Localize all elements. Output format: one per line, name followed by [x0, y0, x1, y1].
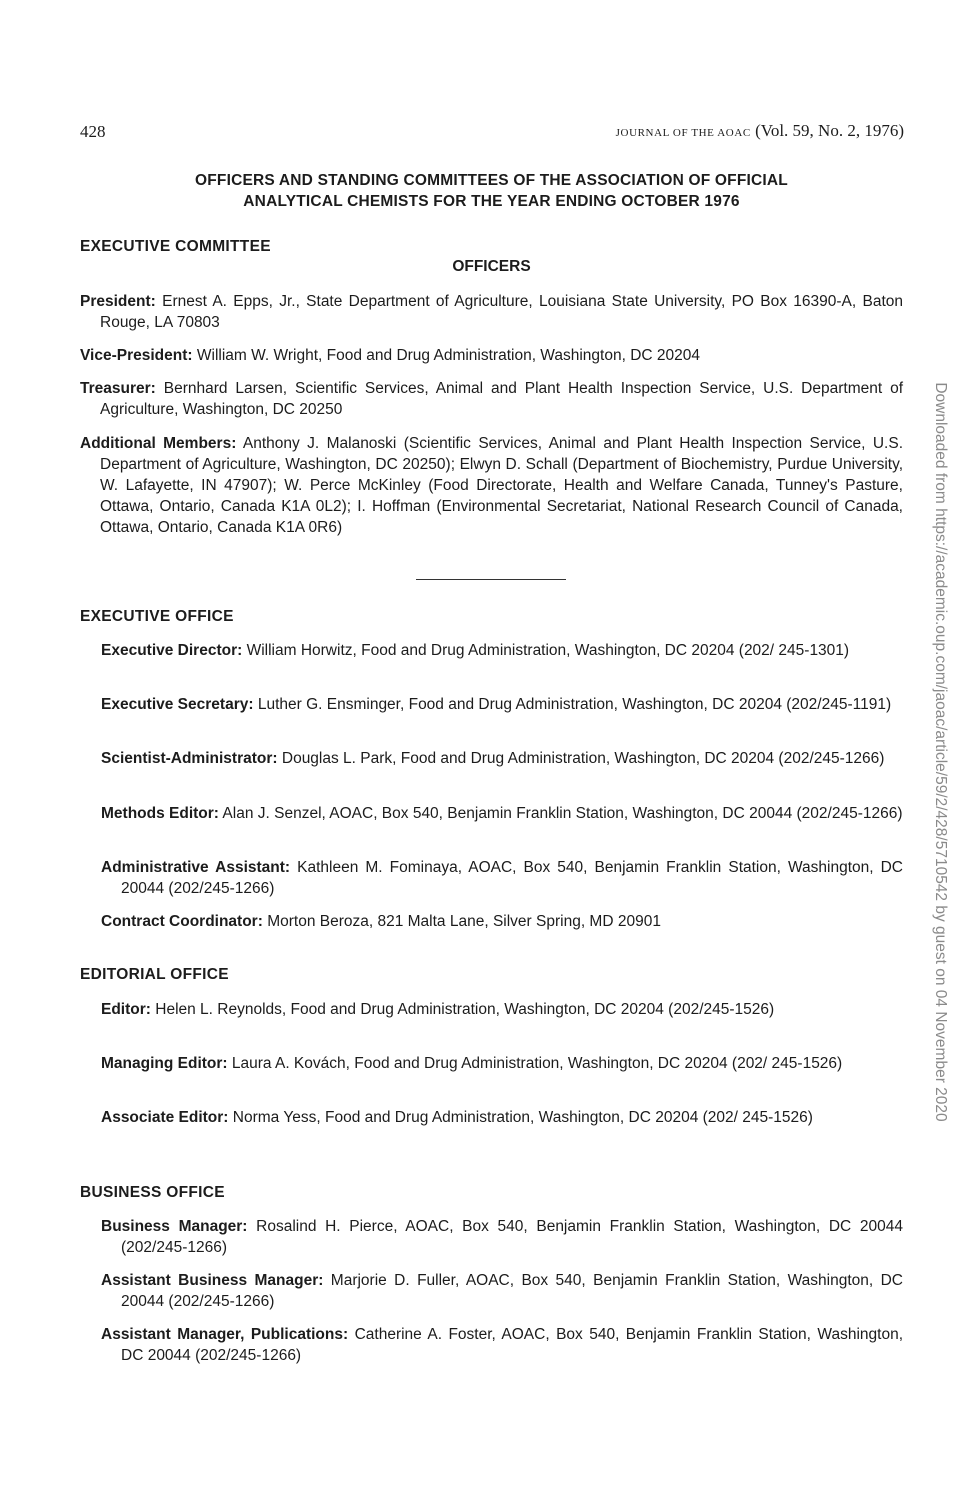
entry-text: Alan J. Senzel, AOAC, Box 540, Benjamin Franklin Station, Washington, DC 20044 (202/245-1266) — [222, 805, 903, 822]
entry-executive-secretary — [101, 694, 903, 715]
entry-label: Scientist-Administrator: — [101, 750, 278, 767]
title-line-2: ANALYTICAL CHEMISTS FOR THE YEAR ENDING OCTOBER 1976 — [243, 193, 740, 210]
entry-label: Managing Editor: — [101, 1055, 228, 1072]
entry-assistant-manager-publications — [101, 1324, 903, 1366]
entry-vice-president — [80, 345, 903, 366]
entry-label: Editor: — [101, 1001, 151, 1018]
entry-text: Laura A. Kovách, Food and Drug Administration, Washington, DC 20204 (202/ 245-1526) — [231, 1055, 843, 1072]
entry-administrative-assistant — [101, 857, 903, 899]
entry-label: Assistant Business Manager: — [101, 1272, 324, 1289]
entry-additional-members — [80, 433, 903, 538]
entry-text: William Horwitz, Food and Drug Administration, Washington, DC 20204 (202/ 245-1301) — [246, 642, 850, 659]
entry-label: Associate Editor: — [101, 1109, 229, 1126]
section-divider — [416, 579, 566, 580]
page-number: 428 — [80, 122, 106, 141]
entry-label: Administrative Assistant: — [101, 859, 291, 876]
entry-methods-editor — [101, 803, 903, 824]
entry-text: Luther G. Ensminger, Food and Drug Administration, Washington, DC 20204 (202/245-1191) — [257, 696, 892, 713]
entry-label: Business Manager: — [101, 1218, 248, 1235]
entry-label: Treasurer: — [80, 380, 156, 397]
entry-text: Douglas L. Park, Food and Drug Administration, Washington, DC 20204 (202/245-1266) — [281, 750, 885, 767]
entry-label: Contract Coordinator: — [101, 913, 263, 930]
journal-name: JOURNAL OF THE AOAC — [615, 127, 751, 139]
entry-treasurer — [80, 378, 903, 420]
entry-text: Rosalind H. Pierce, AOAC, Box 540, Benjamin Franklin Station, Washington, DC 20044 (202/245-1266) — [121, 1218, 903, 1256]
entry-label: Executive Secretary: — [101, 696, 254, 713]
officers-heading: OFFICERS — [452, 258, 531, 275]
journal-volume: (Vol. 59, No. 2, 1976) — [755, 121, 904, 140]
running-header — [616, 121, 904, 141]
page-title — [80, 170, 903, 212]
entry-president — [80, 291, 903, 333]
executive-office-heading: EXECUTIVE OFFICE — [80, 608, 234, 625]
entry-text: Ernest A. Epps, Jr., State Department of Agriculture, Louisiana State University, PO Box 16390-A, Baton Rouge, LA 70803 — [100, 293, 903, 331]
entry-text: Morton Beroza, 821 Malta Lane, Silver Spring, MD 20901 — [267, 913, 661, 930]
entry-business-manager — [101, 1216, 903, 1258]
entry-text: Kathleen M. Fominaya, AOAC, Box 540, Benjamin Franklin Station, Washington, DC 20044 (202/245-1266) — [121, 859, 903, 897]
entry-text: Anthony J. Malanoski (Scientific Services, Animal and Plant Health Inspection Service, U.S. Department of Agriculture, Washington, DC 20250); Elwyn D. Schall (Department of Biochemistry, Purdue University, W. Lafayette, IN 47907); W. Perce McKinley (Food Directorate, Health and Welfare Canada, Tunney's Pasture, Ottawa, Ontario, Canada K1A 0L2); I. Hoffman (Environmental Secretariat, National Research Council of Canada, Ottawa, Ontario, Canada K1A 0R6) — [100, 435, 904, 536]
entry-assistant-business-manager — [101, 1270, 903, 1312]
executive-committee-heading: EXECUTIVE COMMITTEE — [80, 238, 271, 255]
entry-executive-director — [101, 640, 903, 661]
entry-label: Additional Members: — [80, 435, 237, 452]
download-watermark: Downloaded from https://academic.oup.com/jaoac/article/59/2/428/5710542 by guest on 04 November 2020 — [932, 382, 949, 1122]
entry-contract-coordinator — [101, 911, 903, 932]
title-line-1: OFFICERS AND STANDING COMMITTEES OF THE ASSOCIATION OF OFFICIAL — [195, 172, 788, 189]
entry-text: Helen L. Reynolds, Food and Drug Administration, Washington, DC 20204 (202/245-1526) — [155, 1001, 775, 1018]
entry-managing-editor — [101, 1053, 903, 1074]
entry-label: Vice-President: — [80, 347, 193, 364]
entry-scientist-administrator — [101, 748, 903, 769]
entry-label: Executive Director: — [101, 642, 243, 659]
entry-text: Bernhard Larsen, Scientific Services, Animal and Plant Health Inspection Service, U.S. Department of Agriculture, Washington, DC 20250 — [100, 380, 903, 418]
entry-label: Assistant Manager, Publications: — [101, 1326, 349, 1343]
entry-label: Methods Editor: — [101, 805, 219, 822]
entry-label: President: — [80, 293, 156, 310]
entry-text: Norma Yess, Food and Drug Administration, Washington, DC 20204 (202/ 245-1526) — [232, 1109, 813, 1126]
entry-text: Catherine A. Foster, AOAC, Box 540, Benjamin Franklin Station, Washington, DC 20044 (202/245-1266) — [121, 1326, 903, 1364]
entry-text: William W. Wright, Food and Drug Administration, Washington, DC 20204 — [196, 347, 700, 364]
entry-editor — [101, 999, 903, 1020]
entry-text: Marjorie D. Fuller, AOAC, Box 540, Benjamin Franklin Station, Washington, DC 20044 (202/245-1266) — [121, 1272, 903, 1310]
business-office-heading: BUSINESS OFFICE — [80, 1184, 225, 1201]
entry-associate-editor — [101, 1107, 903, 1128]
editorial-office-heading: EDITORIAL OFFICE — [80, 966, 229, 983]
